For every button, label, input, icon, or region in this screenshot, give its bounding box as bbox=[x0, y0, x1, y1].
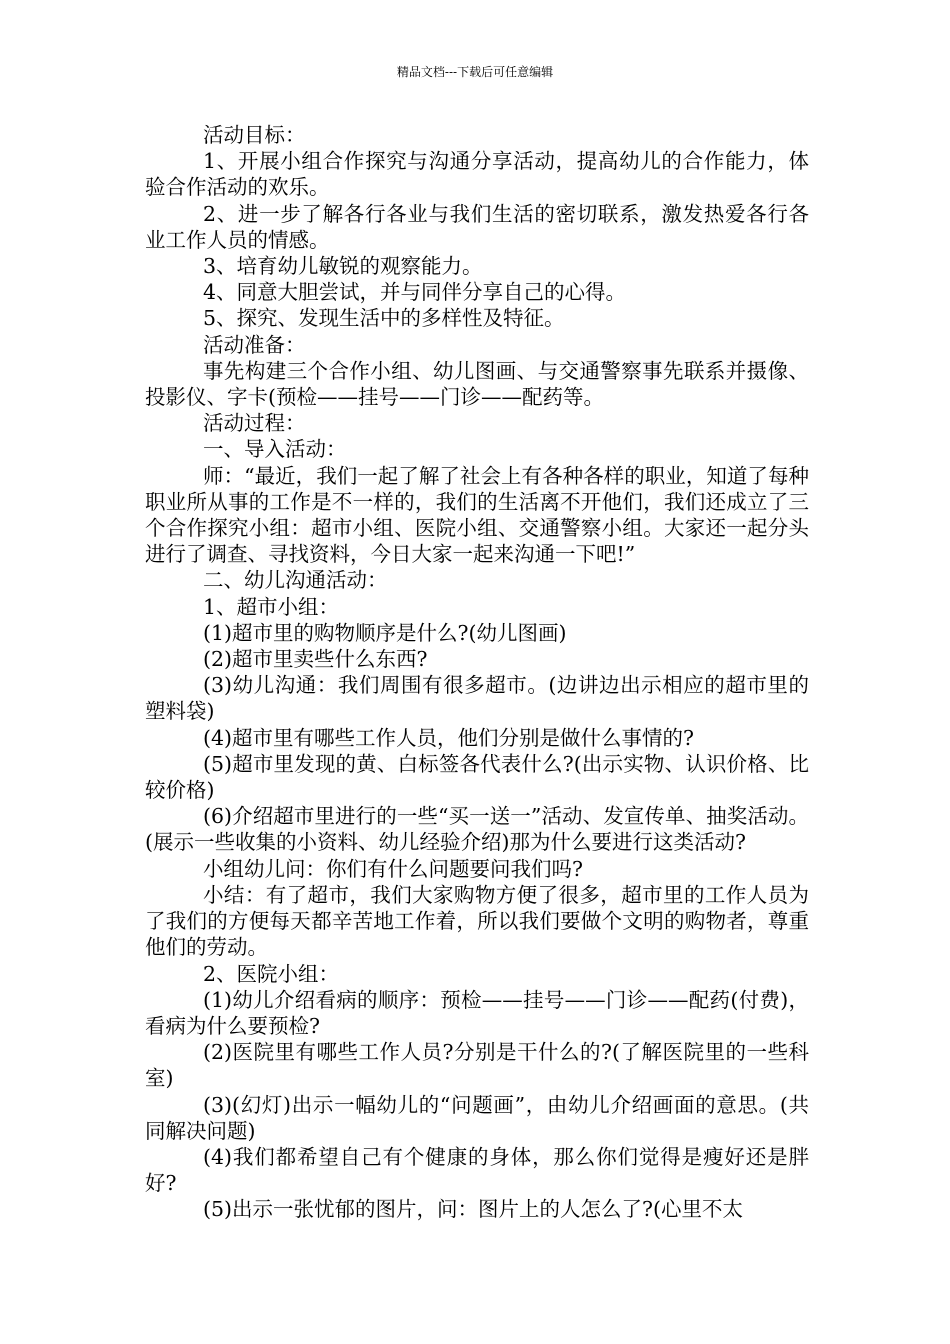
goal-item-1: 1、开展小组合作探究与沟通分享活动，提高幼儿的合作能力，体验合作活动的欢乐。 bbox=[145, 149, 809, 200]
page-header: 精品文档---下载后可任意编辑 bbox=[396, 65, 554, 79]
group-question: 小组幼儿问：你们有什么问题要问我们吗? bbox=[203, 856, 583, 881]
goal-item-2: 2、进一步了解各行各业与我们生活的密切联系，激发热爱各行各业工作人员的情感。 bbox=[145, 201, 809, 252]
heading-activity-process: 活动过程： bbox=[203, 411, 306, 436]
section-exchange-heading: 二、幼儿沟通活动： bbox=[203, 568, 388, 593]
document-body bbox=[145, 122, 809, 1223]
supermarket-item-2: (2)超市里卖些什么东西? bbox=[203, 647, 428, 672]
hospital-group-heading: 2、医院小组： bbox=[203, 961, 340, 986]
hospital-item-2: (2)医院里有哪些工作人员?分别是干什么的?(了解医院里的一些科室) bbox=[145, 1040, 809, 1091]
preparation-text: 事先构建三个合作小组、幼儿图画、与交通警察事先联系并摄像、投影仪、字卡(预检——挂号——门诊——配药等。 bbox=[145, 358, 809, 410]
goal-item-3: 3、培育幼儿敏锐的观察能力。 bbox=[203, 254, 483, 279]
section-intro-heading: 一、导入活动： bbox=[203, 437, 347, 462]
supermarket-item-4: (4)超市里有哪些工作人员，他们分别是做什么事情的? bbox=[203, 725, 695, 750]
hospital-item-4: (4)我们都希望自己有个健康的身体，那么你们觉得是瘦好还是胖好? bbox=[145, 1144, 809, 1196]
supermarket-item-5: (5)超市里发现的黄、白标签各代表什么?(出示实物、认识价格、比较价格) bbox=[145, 751, 809, 803]
goal-item-5: 5、探究、发现生活中的多样性及特征。 bbox=[203, 306, 565, 331]
supermarket-item-6: (6)介绍超市里进行的一些“买一送一”活动、发宣传单、抽奖活动。(展示一些收集的小资料、幼儿经验介绍)那为什么要进行这类活动? bbox=[145, 804, 809, 855]
hospital-item-1: (1)幼儿介绍看病的顺序：预检——挂号——门诊——配药(付费)，看病为什么要预检? bbox=[145, 987, 809, 1038]
supermarket-item-1: (1)超市里的购物顺序是什么?(幼儿图画) bbox=[203, 620, 567, 645]
goal-item-4: 4、同意大胆尝试，并与同伴分享自己的心得。 bbox=[203, 280, 627, 305]
hospital-item-5: (5)出示一张忧郁的图片，问：图片上的人怎么了?(心里不太 bbox=[203, 1197, 744, 1222]
heading-activity-preparation: 活动准备： bbox=[203, 332, 306, 357]
heading-activity-goals: 活动目标： bbox=[203, 123, 306, 147]
supermarket-summary: 小结：有了超市，我们大家购物方便了很多，超市里的工作人员为了我们的方便每天都辛苦地工作着，所以我们要做个文明的购物者，尊重他们的劳动。 bbox=[145, 882, 809, 960]
supermarket-item-3: (3)幼儿沟通：我们周围有很多超市。(边讲边出示相应的超市里的塑料袋) bbox=[145, 673, 809, 724]
hospital-item-3: (3)(幻灯)出示一幅幼儿的“问题画”，由幼儿介绍画面的意思。(共同解决问题) bbox=[145, 1092, 809, 1143]
supermarket-group-heading: 1、超市小组： bbox=[203, 594, 340, 619]
teacher-speech: 师：“最近，我们一起了解了社会上有各种各样的职业，知道了每种职业所从事的工作是不一样的，我们的生活离不开他们，我们还成立了三个合作探究小组：超市小组、医院小组、交通警察小组。大家还一起分头进行了调查、寻找资料，今日大家一起来沟通一下吧!” bbox=[145, 463, 809, 567]
